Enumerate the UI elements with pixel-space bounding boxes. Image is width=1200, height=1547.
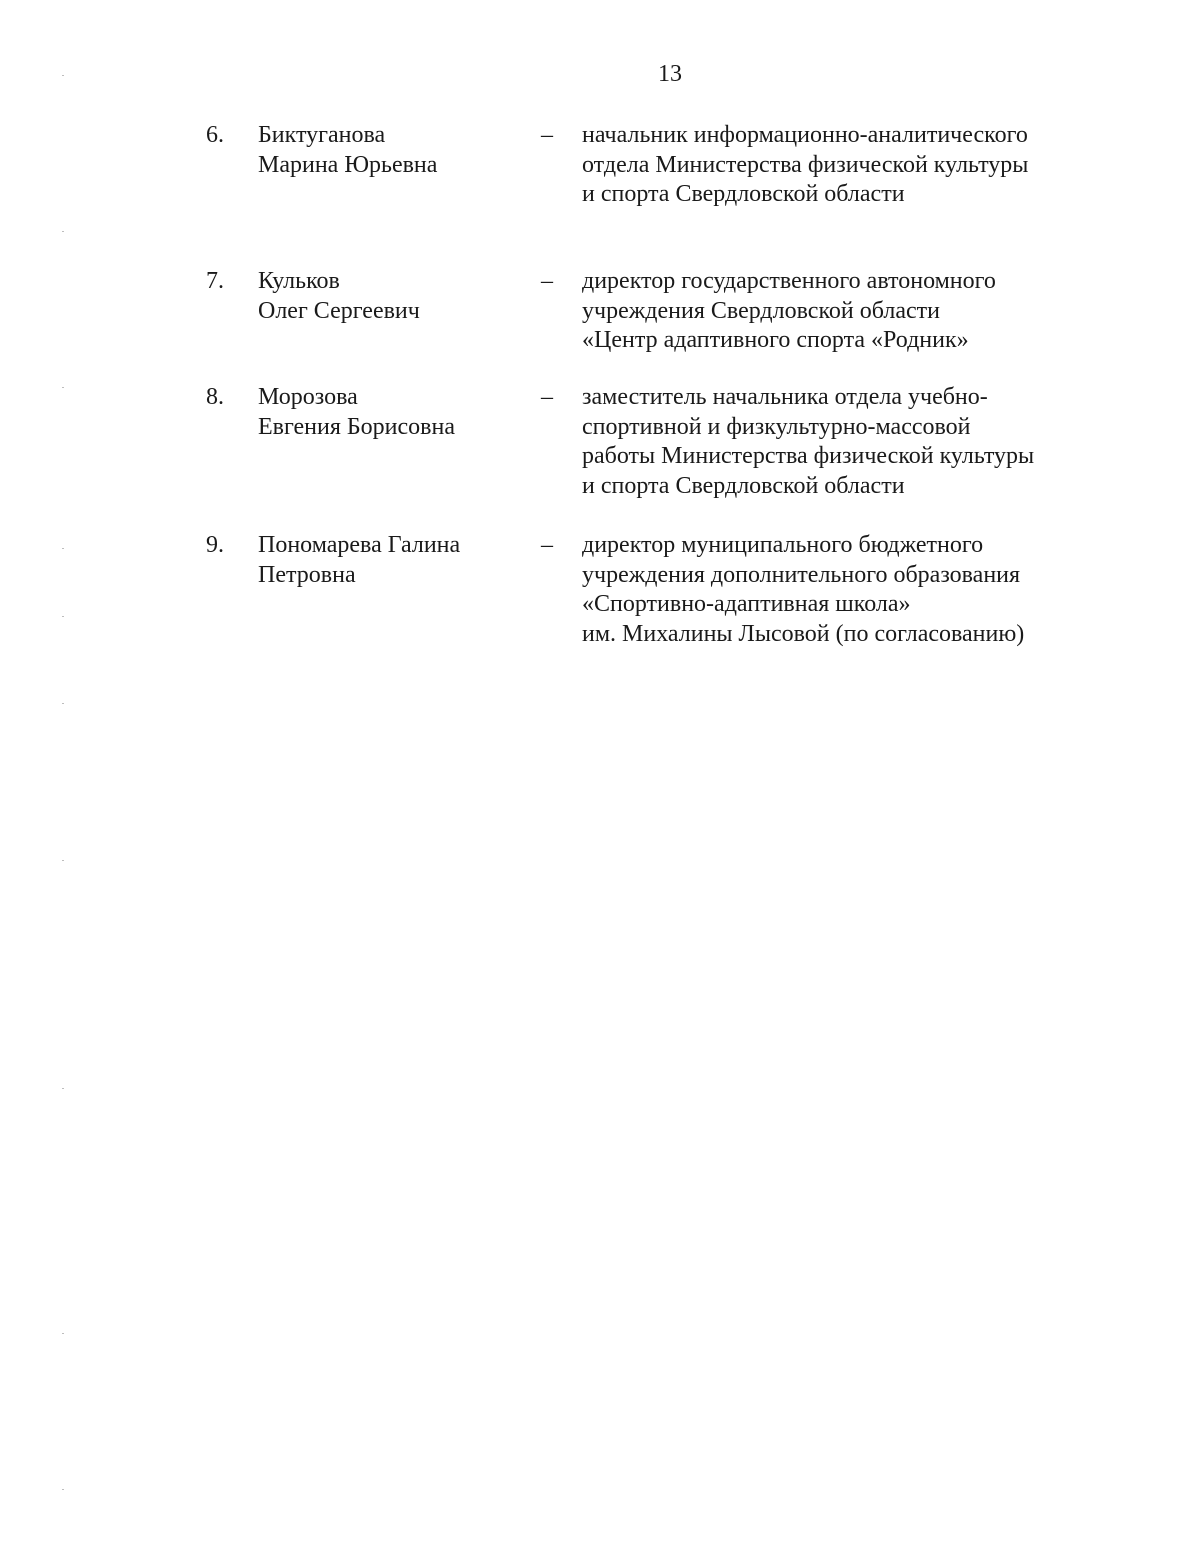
scan-artifact (62, 616, 64, 617)
member-position (582, 267, 1082, 356)
scan-artifact (62, 1489, 64, 1490)
member-position-line: учреждения Свердловской области (582, 297, 940, 324)
member-name (258, 383, 508, 442)
scan-artifact (62, 548, 64, 549)
member-position-line: директор муниципального бюджетного (582, 532, 984, 558)
scan-artifact (62, 231, 64, 232)
page-number: 13 (658, 61, 682, 87)
member-name (258, 267, 508, 326)
member-number: 6. (206, 122, 224, 148)
member-name-line: Пономарева Галина (258, 532, 461, 558)
member-position-line: и спорта Свердловской области (582, 181, 905, 207)
scan-artifact (62, 703, 64, 704)
member-position-line: директор государственного автономного (582, 268, 996, 294)
member-position-line: спортивной и физкультурно-массовой (582, 413, 971, 440)
member-name-line: Биктуганова (258, 122, 386, 148)
scan-artifact (62, 1088, 64, 1089)
member-position-line: «Центр адаптивного спорта «Родник» (582, 327, 969, 353)
dash-separator: – (541, 268, 553, 294)
member-position-line: и спорта Свердловской области (582, 472, 905, 499)
member-name-line: Евгения Борисовна (258, 413, 456, 440)
dash-separator: – (541, 532, 553, 558)
member-name-line: Петровна (258, 561, 356, 588)
member-position (582, 121, 1082, 210)
member-position-line: работы Министерства физической культуры (582, 443, 1035, 469)
member-number: 7. (206, 268, 224, 294)
member-name-line: Олег Сергеевич (258, 297, 420, 324)
scan-artifact (62, 860, 64, 861)
member-position-line: начальник информационно-аналитического (582, 122, 1028, 148)
member-number: 8. (206, 384, 224, 410)
member-name (258, 121, 508, 180)
dash-separator: – (541, 122, 553, 148)
member-position-line: учреждения дополнительного образования (582, 561, 1021, 588)
member-position-line: заместитель начальника отдела учебно- (582, 384, 988, 410)
member-position-line: «Спортивно-адаптивная школа» (582, 591, 911, 617)
member-name (258, 531, 508, 590)
member-number: 9. (206, 532, 224, 558)
scan-artifact (62, 387, 64, 388)
dash-separator: – (541, 384, 553, 410)
member-name-line: Кульков (258, 268, 340, 294)
member-position-line: им. Михалины Лысовой (по согласованию) (582, 620, 1025, 647)
scan-artifact (62, 1333, 64, 1334)
member-position-line: отдела Министерства физической культуры (582, 151, 1029, 178)
scan-artifact (62, 75, 64, 76)
member-name-line: Марина Юрьевна (258, 151, 438, 178)
member-name-line: Морозова (258, 384, 358, 410)
member-position (582, 383, 1082, 501)
member-position (582, 531, 1082, 649)
